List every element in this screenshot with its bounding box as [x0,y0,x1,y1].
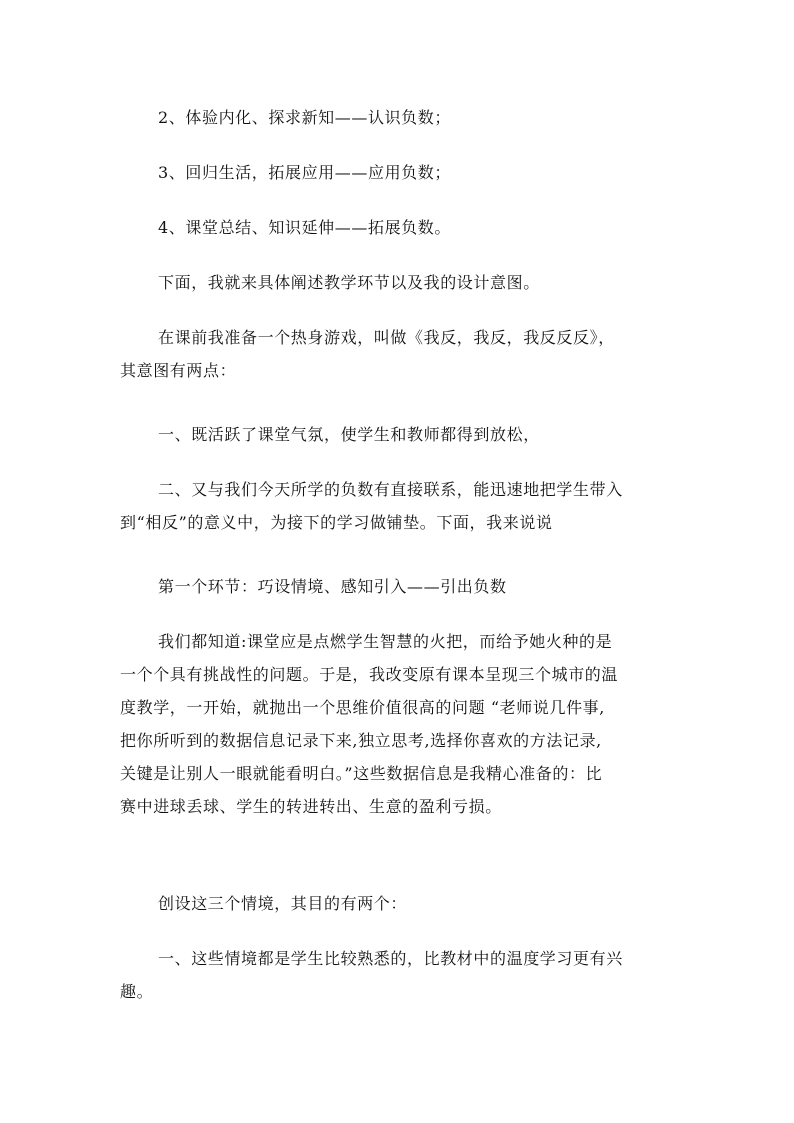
paragraph-warmup-game [120,321,660,387]
paragraph-step-2 [158,101,698,134]
paragraph-step-4 [158,211,698,244]
text-line: 我们都知道:课堂应是点燃学生智慧的火把，而给予她火种的是 [158,632,613,651]
paragraph-point-one [158,418,698,451]
text-line: 3、回归生活，拓展应用——应用负数； [158,163,451,182]
text-line: 一、既活跃了课堂气氛，使学生和教师都得到放松， [158,425,540,444]
text-line: 把你所听到的数据信息记录下来,独立思考,选择你喜欢的方法记录, [120,731,602,750]
text-line: 到“相反”的意义中，为接下的学习做铺垫。下面，我来说说 [120,513,553,532]
text-line: 创设这三个情境，其目的有两个： [158,894,408,913]
paragraph-familiar-scenarios [120,942,660,1008]
text-line: 度教学，一开始，就抛出一个思维价值很高的问题 “老师说几件事, [120,698,605,717]
text-line: 一、这些情境都是学生比较熟悉的，比教材中的温度学习更有兴 [158,949,623,968]
paragraph-three-scenarios [158,887,698,920]
text-line: 在课前我准备一个热身游戏，叫做《我反，我反，我反反反》， [158,328,615,347]
paragraph-step-3 [158,156,698,189]
text-line: 第一个环节：巧设情境、感知引入——引出负数 [158,577,507,596]
text-line: 4、课堂总结、知识延伸——拓展负数。 [158,218,451,237]
text-line: 一个个具有挑战性的问题。于是，我改变原有课本呈现三个城市的温 [120,665,619,684]
paragraph-first-section-heading [158,570,698,603]
paragraph-intro [158,266,698,299]
text-line: 关键是让别人一眼就能看明白。”这些数据信息是我精心准备的：比 [120,764,603,783]
text-line: 赛中进球丢球、学生的转进转出、生意的盈利亏损。 [120,797,502,816]
text-line: 二、又与我们今天所学的负数有直接联系，能迅速地把学生带入 [158,480,623,499]
text-line: 趣。 [120,982,154,1001]
text-line: 下面，我就来具体阐述教学环节以及我的设计意图。 [158,273,540,292]
paragraph-classroom-torch [120,625,660,823]
text-line: 2、体验内化、探求新知——认识负数； [158,108,451,127]
paragraph-point-two [120,473,660,539]
text-line: 其意图有两点： [120,361,237,380]
